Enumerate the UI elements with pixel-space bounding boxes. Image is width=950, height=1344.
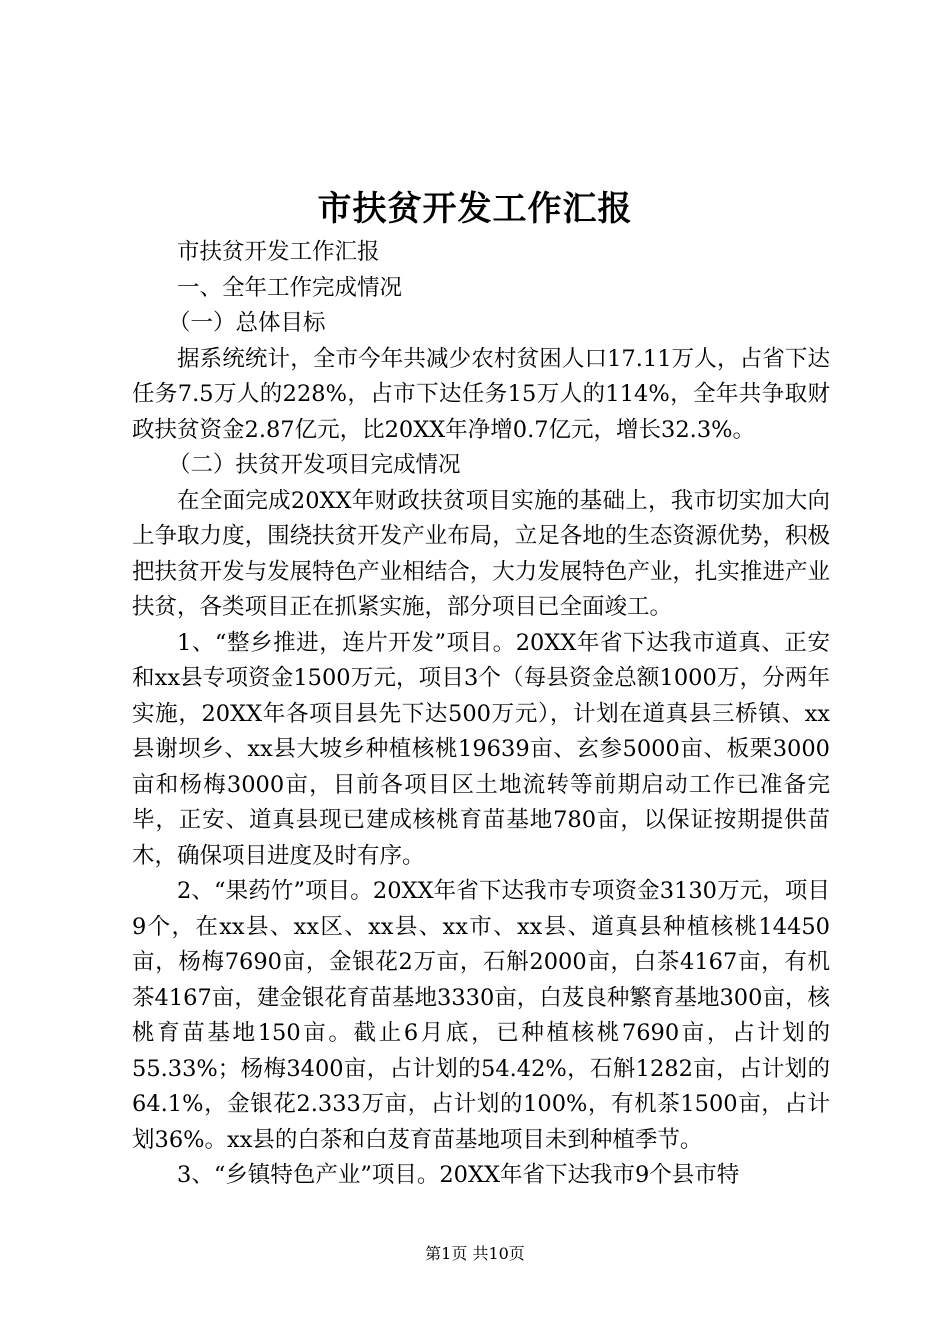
- paragraph-overall-goal: 据系统统计，全市今年共减少农村贫困人口17.11万人，占省下达任务7.5万人的228%，占市下达任务15万人的114%，全年共争取财政扶贫资金2.87亿元，比20XX年净增0.7亿元，增长32.3%。: [132, 345, 830, 443]
- page-footer: 第1页 共10页: [425, 1244, 525, 1263]
- section-heading-1: 一、全年工作完成情况: [177, 274, 403, 301]
- paragraph-item-3: 3、“乡镇特色产业”项目。20XX年省下达我市9个县市特: [177, 1162, 740, 1188]
- paragraph-item-1: 1、“整乡推进，连片开发”项目。20XX年省下达我市道真、正安和xx县专项资金1500万元，项目3个（每县资金总额1000万，分两年实施，20XX年各项目县先下达500万元），计划在道真县三桥镇、xx县谢坝乡、xx县大坡乡种植核桃19639亩、玄参5000亩、板栗3000亩和杨梅3000亩，目前各项目区土地流转等前期启动工作已准备完毕，正安、道真县现已建成核桃育苗基地780亩，以保证按期提供苗木，确保项目进度及时有序。: [132, 629, 830, 869]
- document-body: [132, 235, 830, 1194]
- document-title: 市扶贫开发工作汇报: [317, 189, 633, 229]
- paragraph-project-overview: 在全面完成20XX年财政扶贫项目实施的基础上，我市切实加大向上争取力度，围绕扶贫开发产业布局，立足各地的生态资源优势，积极把扶贫开发与发展特色产业相结合，大力发展特色产业，扎实推进产业扶贫，各类项目正在抓紧实施，部分项目已全面竣工。: [132, 487, 830, 620]
- paragraph-heading-repeat: 市扶贫开发工作汇报: [177, 239, 380, 265]
- paragraph-item-2: 2、“果药竹”项目。20XX年省下达我市专项资金3130万元，项目9个，在xx县、xx区、xx县、xx市、xx县、道真县种植核桃14450亩，杨梅7690亩，金银花2万亩，石斛2000亩，白茶4167亩，有机茶4167亩，建金银花育苗基地3330亩，白芨良种繁育基地300亩，核桃育苗基地150亩。截止6月底，已种植核桃7690亩，占计划的55.33%；杨梅3400亩，占计划的54.42%，石斛1282亩，占计划的64.1%，金银花2.333万亩，占计划的100%，有机茶1500亩，占计划36%。xx县的白茶和白芨育苗基地项目未到种植季节。: [132, 878, 830, 1153]
- subsection-heading-1: （一）总体目标: [168, 310, 326, 336]
- subsection-heading-2: （二）扶贫开发项目完成情况: [168, 452, 461, 478]
